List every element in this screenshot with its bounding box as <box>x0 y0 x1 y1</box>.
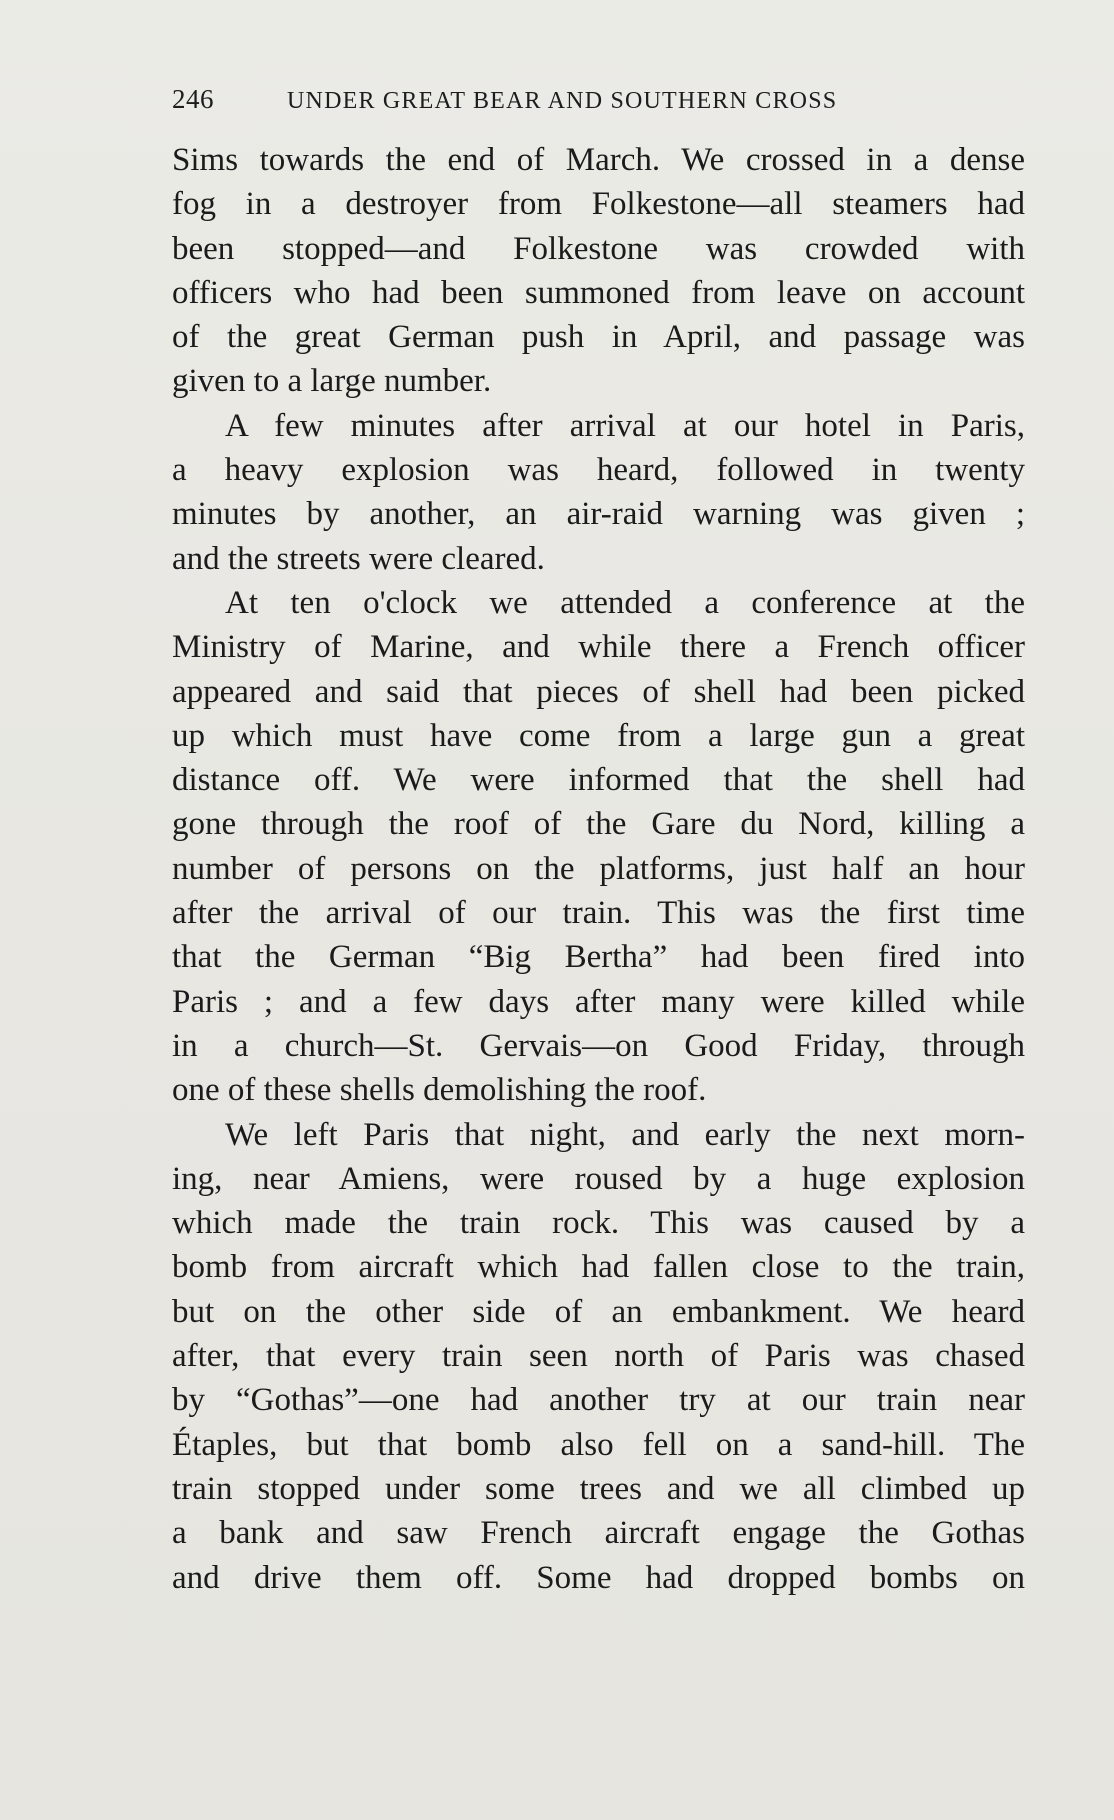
text-line: gone through the roof of the Gare du Nord, killing a <box>172 806 1025 843</box>
text-line: that the German “Big Bertha” had been fired into <box>172 939 1025 976</box>
text-line: after, that every train seen north of Paris was chased <box>172 1338 1025 1375</box>
text-line: in a church—St. Gervais—on Good Friday, through <box>172 1027 1025 1064</box>
text-line: appeared and said that pieces of shell had been picked <box>172 673 1025 710</box>
text-line: bomb from aircraft which had fallen close to the train, <box>172 1249 1025 1286</box>
text-line: a bank and saw French aircraft engage the Gothas <box>172 1515 1025 1552</box>
text-line: distance off. We were informed that the shell had <box>172 762 1025 799</box>
page-number: 246 <box>172 84 214 114</box>
text-line: officers who had been summoned from leave on account <box>172 274 1025 311</box>
text-line: Paris ; and a few days after many were killed while <box>172 983 1025 1020</box>
text-line: and drive them off. Some had dropped bombs on <box>172 1559 1025 1596</box>
text-line: Ministry of Marine, and while there a French officer <box>172 629 1025 666</box>
text-line: A few minutes after arrival at our hotel in Paris, <box>225 407 1025 444</box>
paragraph-1 <box>172 138 1025 404</box>
paragraph-2 <box>172 404 1025 581</box>
running-title: UNDER GREAT BEAR AND SOUTHERN CROSS <box>287 88 838 114</box>
text-line: and the streets were cleared. <box>172 540 545 577</box>
text-line: minutes by another, an air-raid warning was given ; <box>172 496 1025 533</box>
text-line: At ten o'clock we attended a conference at the <box>225 584 1025 621</box>
text-line: but on the other side of an embankment. We heard <box>172 1293 1025 1330</box>
text-line: given to a large number. <box>172 363 492 400</box>
text-line: one of these shells demolishing the roof. <box>172 1072 707 1109</box>
text-line: Étaples, but that bomb also fell on a sand-hill. The <box>172 1426 1025 1463</box>
text-body <box>172 138 1025 1600</box>
text-line: which made the train rock. This was caused by a <box>172 1205 1025 1242</box>
text-line: ing, near Amiens, were roused by a huge explosion <box>172 1160 1025 1197</box>
text-line: after the arrival of our train. This was the first time <box>172 895 1025 932</box>
text-line: by “Gothas”—one had another try at our train near <box>172 1382 1025 1419</box>
text-line: We left Paris that night, and early the next morn- <box>225 1116 1025 1153</box>
text-line: a heavy explosion was heard, followed in twenty <box>172 452 1025 489</box>
text-line: of the great German push in April, and passage was <box>172 319 1025 356</box>
text-line: train stopped under some trees and we all climbed up <box>172 1470 1025 1507</box>
text-line: fog in a destroyer from Folkestone—all steamers had <box>172 186 1025 223</box>
paragraph-4 <box>172 1113 1025 1600</box>
text-line: Sims towards the end of March. We crossed in a dense <box>172 142 1025 178</box>
running-head <box>172 84 918 124</box>
text-line: number of persons on the platforms, just half an hour <box>172 850 1025 887</box>
paragraph-3 <box>172 581 1025 1113</box>
text-line: been stopped—and Folkestone was crowded with <box>172 230 1025 267</box>
text-line: up which must have come from a large gun a great <box>172 717 1025 754</box>
